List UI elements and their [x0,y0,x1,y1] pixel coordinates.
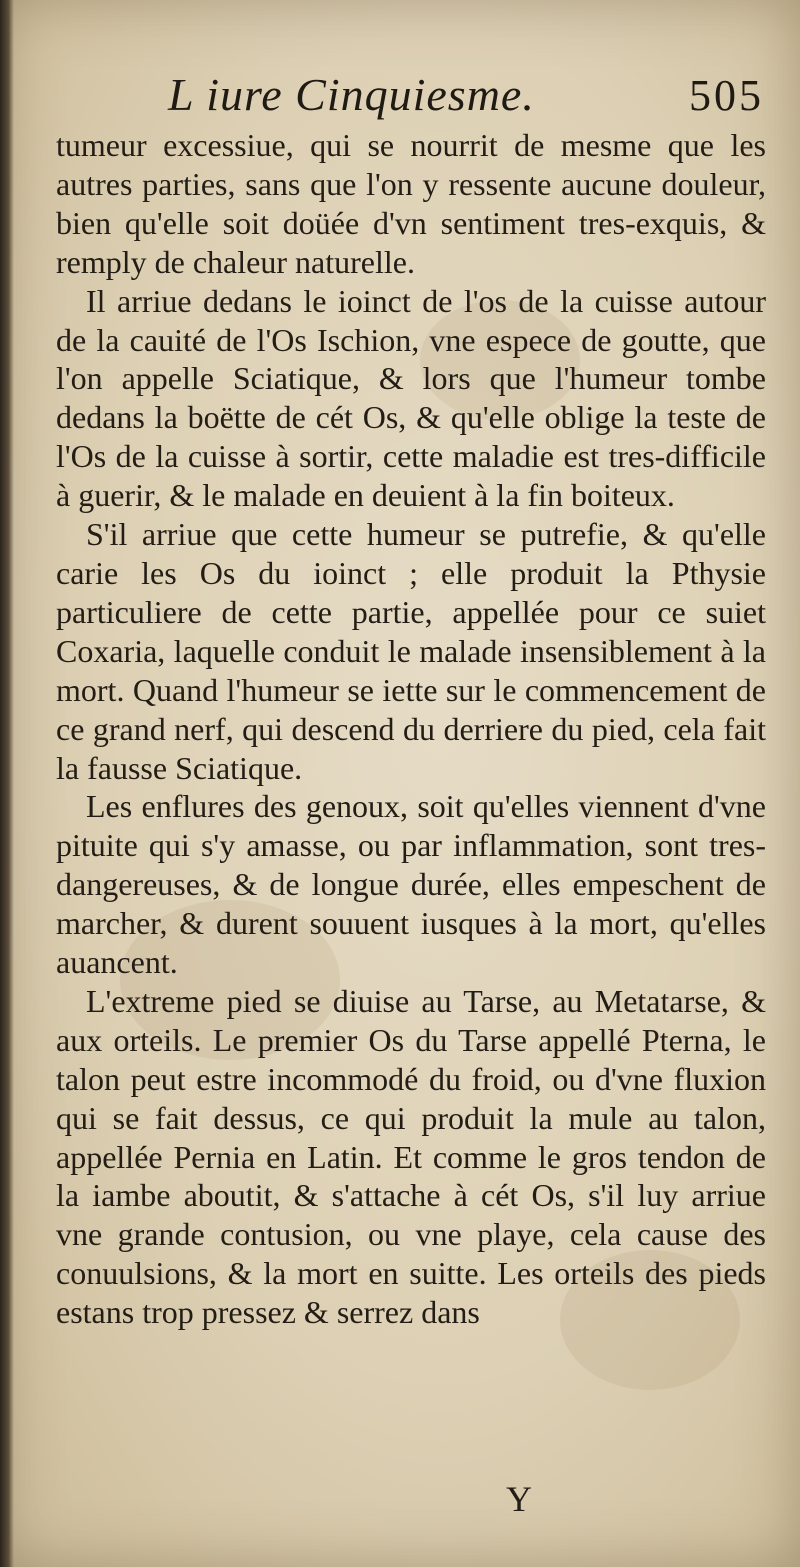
paragraph: S'il arriue que cette humeur se putrefie, & qu'elle carie les Os du ioinct ; elle produit la Pthysie particuliere de cette partie, appellée pour ce suiet Coxaria, laquelle conduit le malade insensiblement à la mort. Quand l'humeur se iette sur le commencement de ce grand nerf, qui descend du derriere du pied, cela fait la fausse Sciatique. [56,516,766,786]
body-text [56,126,766,1332]
paragraph: tumeur excessiue, qui se nourrit de mesme que les autres parties, sans que l'on y ressente aucune douleur, bien qu'elle soit doüée d'vn sentiment tres-exquis, & remply de chaleur naturelle. [56,127,766,280]
page-header [60,68,764,128]
running-title: L iure Cinquiesme. [168,69,535,120]
book-binding-edge [0,0,14,1567]
paragraph: L'extreme pied se diuise au Tarse, au Metatarse, & aux orteils. Le premier Os du Tarse appellé Pterna, le talon peut estre incommodé du froid, ou d'vne fluxion qui se fait dessus, ce qui produit la mule au talon, appellée Pernia en Latin. Et comme le gros tendon de la iambe aboutit, & s'attache à cét Os, s'il luy arriue vne grande contusion, ou vne playe, cela cause des conuulsions, & la mort en suitte. Les orteils des pieds estans trop pressez & serrez dans [56,982,766,1331]
paragraph: Il arriue dedans le ioinct de l'os de la cuisse autour de la cauité de l'Os Ischion, vne espece de goutte, que l'on appelle Sciatique, & lors que l'humeur tombe dedans la boëtte de cét Os, & qu'elle oblige la teste de l'Os de la cuisse à sortir, cette maladie est tres-difficile à guerir, & le malade en deuient à la fin boiteux. [56,282,766,514]
page-number: 505 [689,71,764,120]
paragraph: Les enflures des genoux, soit qu'elles viennent d'vne pituite qui s'y amasse, ou par inflammation, sont tres-dangereuses, & de longue durée, elles empeschent de marcher, & durent souuent iusques à la mort, qu'elles auancent. [56,788,766,981]
signature-mark: Y [506,1479,532,1519]
